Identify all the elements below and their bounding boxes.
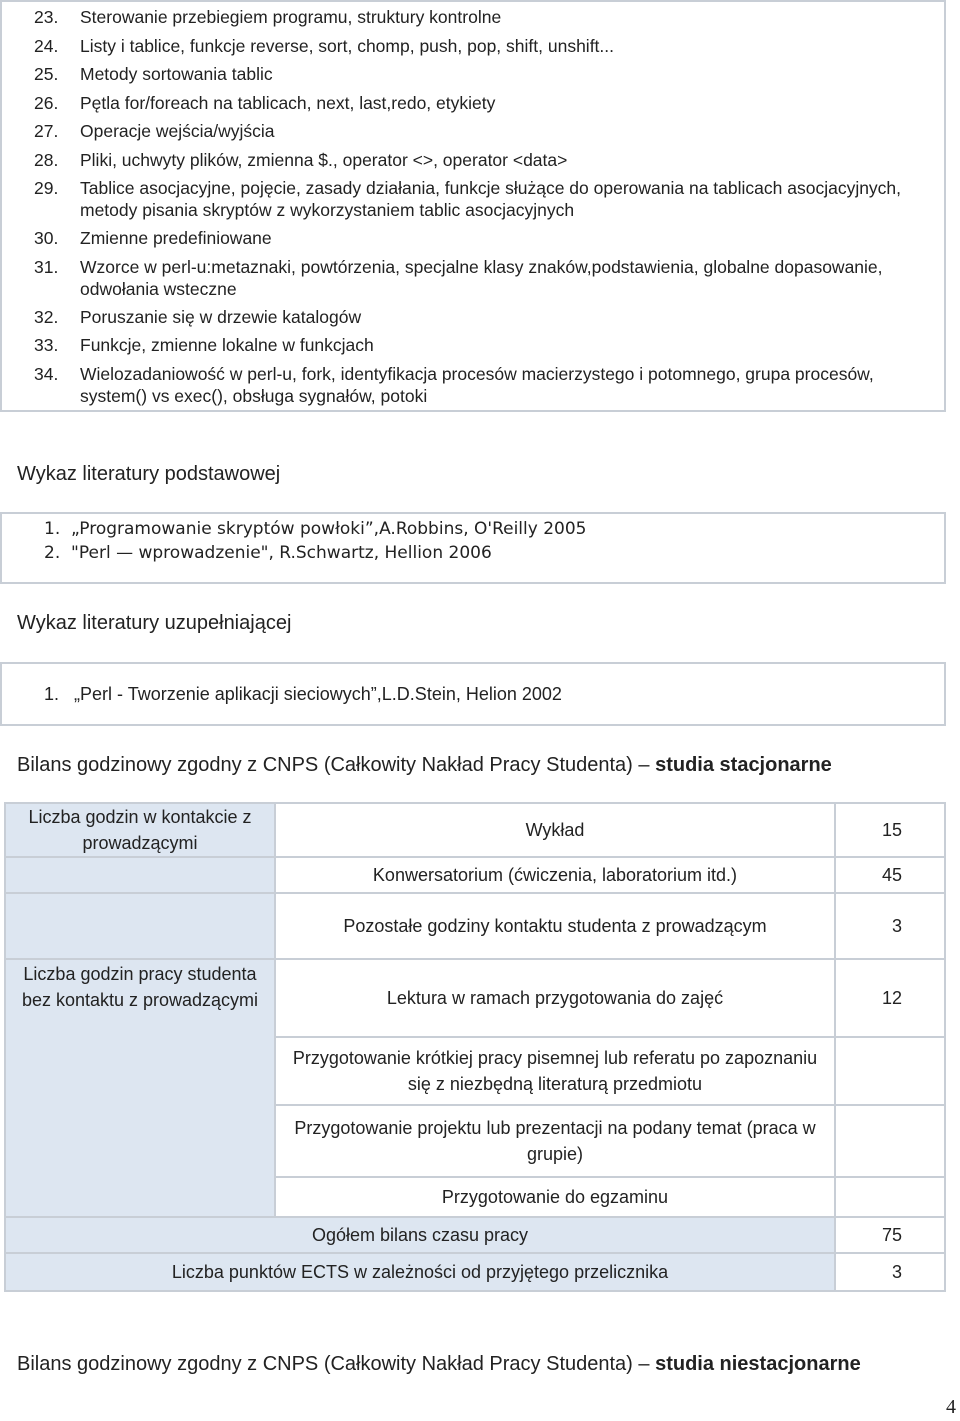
supp-literature-box [0, 662, 946, 726]
row-value: 12 [835, 959, 945, 1037]
balance-heading-stacjonarne: Bilans godzinowy zgodny z CNPS (Całkowity Nakład Pracy Studenta) – studia stacjonarne [17, 754, 832, 776]
topic-text: Listy i tablice, funkcje reverse, sort, chomp, push, pop, shift, unshift... [80, 35, 614, 56]
topic-item [34, 303, 934, 332]
row-label: Konwersatorium (ćwiczenia, laboratorium itd.) [275, 857, 835, 893]
topic-number: 30. [34, 228, 59, 248]
table-row-ects [5, 1253, 945, 1291]
table-row [5, 959, 945, 1037]
basic-literature-box [0, 512, 946, 584]
topic-item [34, 331, 934, 360]
topic-text: Tablice asocjacyjne, pojęcie, zasady działania, funkcje służące do operowania na tablicach asocjacyjnych, metody pisania skryptów z wykorzystaniem tablic asocjacyjnych [80, 178, 902, 220]
topics-box [0, 0, 946, 412]
topic-text: Metody sortowania tablic [80, 64, 273, 84]
ects-value: 3 [835, 1253, 945, 1291]
topic-number: 29. [34, 178, 59, 198]
topic-item [34, 174, 934, 224]
group-label-cont [5, 893, 275, 959]
table-row [5, 893, 945, 959]
topic-number: 23. [34, 7, 59, 27]
topic-item [34, 360, 934, 410]
literature-number: 2. [44, 543, 61, 563]
row-label: Przygotowanie projektu lub prezentacji na podany temat (praca w grupie) [275, 1105, 835, 1177]
topic-item [34, 32, 934, 61]
group-label: Liczba godzin pracy studenta bez kontaktu z prowadzącymi [5, 959, 275, 1217]
row-value [835, 1037, 945, 1105]
row-label: Przygotowanie do egzaminu [275, 1177, 835, 1217]
literature-text: „Programowanie skryptów powłoki”,A.Robbins, O'Reilly 2005 [71, 519, 587, 539]
topic-number: 27. [34, 121, 59, 141]
row-value: 15 [835, 803, 945, 857]
topic-number: 31. [34, 256, 59, 277]
topic-text: Wielozadaniowość w perl-u, fork, identyfikacja procesów macierzystego i potomnego, grupa procesów, system() vs exec(), obsługa sygnałów, potoki [80, 363, 874, 406]
basic-literature-heading: Wykaz literatury podstawowej [17, 463, 281, 485]
topic-text: Operacje wejścia/wyjścia [80, 121, 275, 141]
topic-text: Funkcje, zmienne lokalne w funkcjach [80, 335, 374, 355]
literature-number: 1. [44, 519, 61, 539]
balance-table [4, 802, 946, 1292]
literature-item [44, 543, 492, 563]
page-number: 4 [946, 1396, 956, 1418]
topic-text: Pętla for/foreach na tablicach, next, last,redo, etykiety [80, 92, 496, 113]
group-label-cont [5, 857, 275, 893]
topic-item [34, 146, 934, 175]
literature-text: "Perl — wprowadzenie", R.Schwartz, Hellion 2006 [71, 543, 492, 563]
table-row-total [5, 1217, 945, 1253]
row-label: Przygotowanie krótkiej pracy pisemnej lub referatu po zapoznaniu się z niezbędną literaturą przedmiotu [275, 1037, 835, 1105]
topic-number: 26. [34, 92, 59, 113]
literature-item [44, 684, 562, 705]
literature-number: 1. [44, 684, 60, 704]
row-label: Pozostałe godziny kontaktu studenta z prowadzącym [275, 893, 835, 959]
topic-item [34, 253, 934, 303]
table-row [5, 857, 945, 893]
topic-item [34, 89, 934, 118]
topic-number: 24. [34, 35, 59, 56]
topic-item [34, 224, 934, 253]
topic-number: 33. [34, 335, 59, 355]
topic-text: Poruszanie się w drzewie katalogów [80, 306, 362, 327]
row-value: 45 [835, 857, 945, 893]
row-value [835, 1177, 945, 1217]
table-row [5, 803, 945, 857]
row-value [835, 1105, 945, 1177]
topic-text: Wzorce w perl-u:metaznaki, powtórzenia, specjalne klasy znaków,podstawienia, globalne dopasowanie, odwołania wsteczne [80, 256, 883, 299]
topic-number: 32. [34, 306, 59, 327]
topic-text: Zmienne predefiniowane [80, 228, 272, 248]
row-label: Lektura w ramach przygotowania do zajęć [275, 959, 835, 1037]
row-label: Wykład [275, 803, 835, 857]
balance-heading-niestacjonarne: Bilans godzinowy zgodny z CNPS (Całkowity Nakład Pracy Studenta) – studia niestacjonarne [17, 1353, 861, 1375]
group-label: Liczba godzin w kontakcie z prowadzącymi [5, 803, 275, 857]
topic-number: 28. [34, 149, 59, 170]
topic-item [34, 3, 934, 32]
supp-literature-heading: Wykaz literatury uzupełniającej [17, 612, 292, 634]
topic-text: Sterowanie przebiegiem programu, struktury kontrolne [80, 7, 502, 27]
topic-item [34, 60, 934, 89]
literature-text: „Perl - Tworzenie aplikacji sieciowych”,L.D.Stein, Helion 2002 [74, 684, 562, 704]
topic-number: 25. [34, 64, 59, 84]
topic-item [34, 117, 934, 146]
total-value: 75 [835, 1217, 945, 1253]
literature-item [44, 519, 586, 539]
row-value: 3 [835, 893, 945, 959]
topic-text: Pliki, uchwyty plików, zmienna $., operator <>, operator <data> [80, 149, 568, 170]
total-label: Ogółem bilans czasu pracy [5, 1217, 835, 1253]
topic-number: 34. [34, 363, 59, 384]
ects-label: Liczba punktów ECTS w zależności od przyjętego przelicznika [5, 1253, 835, 1291]
